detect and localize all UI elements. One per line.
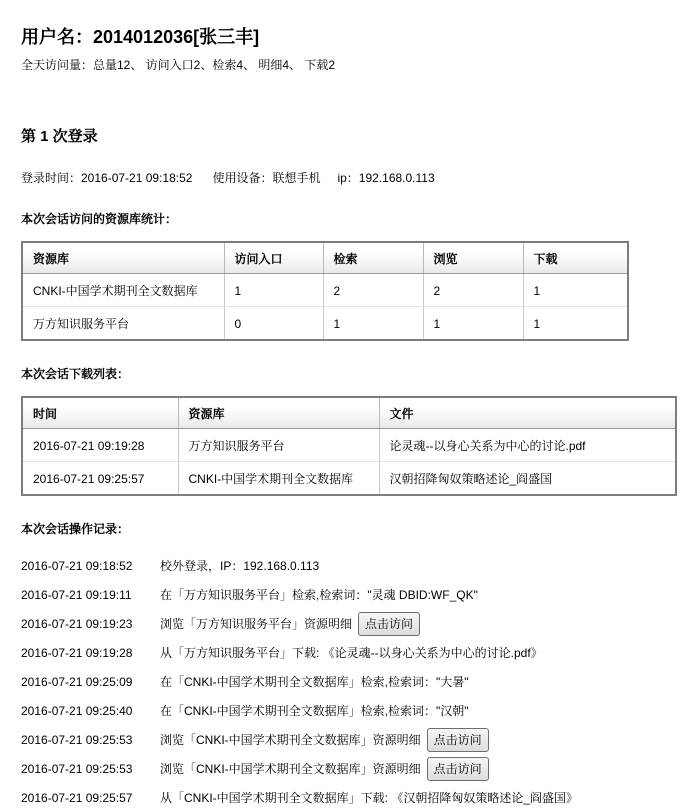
table-cell: CNKI-中国学术期刊全文数据库 — [178, 462, 379, 496]
operation-time: 2016-07-21 09:25:53 — [21, 761, 133, 776]
login-info-line — [21, 169, 676, 186]
download-list-table — [21, 396, 677, 496]
column-header: 时间 — [22, 397, 178, 429]
login-ip: ip：192.168.0.113 — [337, 171, 435, 185]
table-cell: 汉朝招降匈奴策略述论_阎盛国 — [379, 462, 676, 496]
table-cell: 1 — [423, 307, 523, 341]
table-row — [22, 307, 628, 341]
resource-stats-table — [21, 241, 629, 341]
visit-button[interactable]: 点击访问 — [427, 728, 489, 752]
operation-text: 在「万方知识服务平台」检索,检索词："灵魂 DBID:WF_QK" — [160, 588, 478, 602]
operations-list — [21, 551, 676, 812]
login-time: 登录时间：2016-07-21 09:18:52 — [21, 171, 193, 185]
operation-time: 2016-07-21 09:19:11 — [21, 587, 132, 602]
column-header: 检索 — [323, 242, 423, 274]
operation-text: 校外登录，IP：192.168.0.113 — [160, 559, 320, 573]
operation-record — [21, 638, 676, 667]
table-row — [22, 462, 676, 496]
operation-text: 从「万方知识服务平台」下载: 《论灵魂--以身心关系为中心的讨论.pdf》 — [160, 646, 543, 660]
column-header: 文件 — [379, 397, 676, 429]
table-cell: 0 — [224, 307, 323, 341]
operation-record — [21, 609, 676, 638]
table-cell: 1 — [224, 274, 323, 307]
operation-record — [21, 551, 676, 580]
operation-text: 在「CNKI-中国学术期刊全文数据库」检索,检索词："汉朝" — [160, 704, 469, 718]
session-heading: 第 1 次登录 — [21, 128, 98, 145]
column-header: 下载 — [523, 242, 628, 274]
table-cell: 2016-07-21 09:25:57 — [22, 462, 178, 496]
table-row — [22, 274, 628, 307]
downloads-section-title: 本次会话下载列表： — [21, 367, 130, 381]
table-cell: 论灵魂--以身心关系为中心的讨论.pdf — [379, 429, 676, 462]
table-row — [22, 429, 676, 462]
table-header-row — [22, 242, 628, 274]
table-cell: 万方知识服务平台 — [22, 307, 224, 341]
operation-text: 在「CNKI-中国学术期刊全文数据库」检索,检索词："大暑" — [160, 675, 469, 689]
column-header: 访问入口 — [224, 242, 323, 274]
operation-record — [21, 783, 676, 812]
table-cell: 2016-07-21 09:19:28 — [22, 429, 178, 462]
operation-time: 2016-07-21 09:19:28 — [21, 645, 133, 660]
login-device: 使用设备：联想手机 — [212, 171, 321, 185]
table-cell: 2 — [423, 274, 523, 307]
stats-section-title: 本次会话访问的资源库统计： — [21, 212, 178, 226]
visit-button[interactable]: 点击访问 — [427, 757, 489, 781]
operation-time: 2016-07-21 09:25:57 — [21, 790, 133, 805]
table-cell: 1 — [323, 307, 423, 341]
operations-section-title: 本次会话操作记录： — [21, 522, 130, 536]
table-cell: CNKI-中国学术期刊全文数据库 — [22, 274, 224, 307]
table-cell: 2 — [323, 274, 423, 307]
operation-time: 2016-07-21 09:25:09 — [21, 674, 133, 689]
operation-time: 2016-07-21 09:18:52 — [21, 558, 133, 573]
table-cell: 1 — [523, 274, 628, 307]
operation-time: 2016-07-21 09:19:23 — [21, 616, 133, 631]
page-title-username: 用户名：2014012036[张三丰] — [21, 27, 260, 47]
operation-record — [21, 725, 676, 754]
daily-visit-summary: 全天访问量：总量12、 访问入口2、检索4、 明细4、 下载2 — [21, 58, 336, 72]
table-cell: 1 — [523, 307, 628, 341]
column-header: 浏览 — [423, 242, 523, 274]
operation-text: 浏览「CNKI-中国学术期刊全文数据库」资源明细 — [160, 762, 421, 776]
table-header-row — [22, 397, 676, 429]
visit-button[interactable]: 点击访问 — [358, 612, 420, 636]
operation-text: 浏览「万方知识服务平台」资源明细 — [160, 617, 353, 631]
operation-record — [21, 580, 676, 609]
operation-record — [21, 667, 676, 696]
operation-time: 2016-07-21 09:25:40 — [21, 703, 133, 718]
column-header: 资源库 — [178, 397, 379, 429]
operation-record — [21, 754, 676, 783]
column-header: 资源库 — [22, 242, 224, 274]
operation-record — [21, 696, 676, 725]
operation-time: 2016-07-21 09:25:53 — [21, 732, 133, 747]
table-cell: 万方知识服务平台 — [178, 429, 379, 462]
operation-text: 从「CNKI-中国学术期刊全文数据库」下载: 《汉朝招降匈奴策略述论_阎盛国》 — [160, 791, 579, 805]
operation-text: 浏览「CNKI-中国学术期刊全文数据库」资源明细 — [160, 733, 421, 747]
